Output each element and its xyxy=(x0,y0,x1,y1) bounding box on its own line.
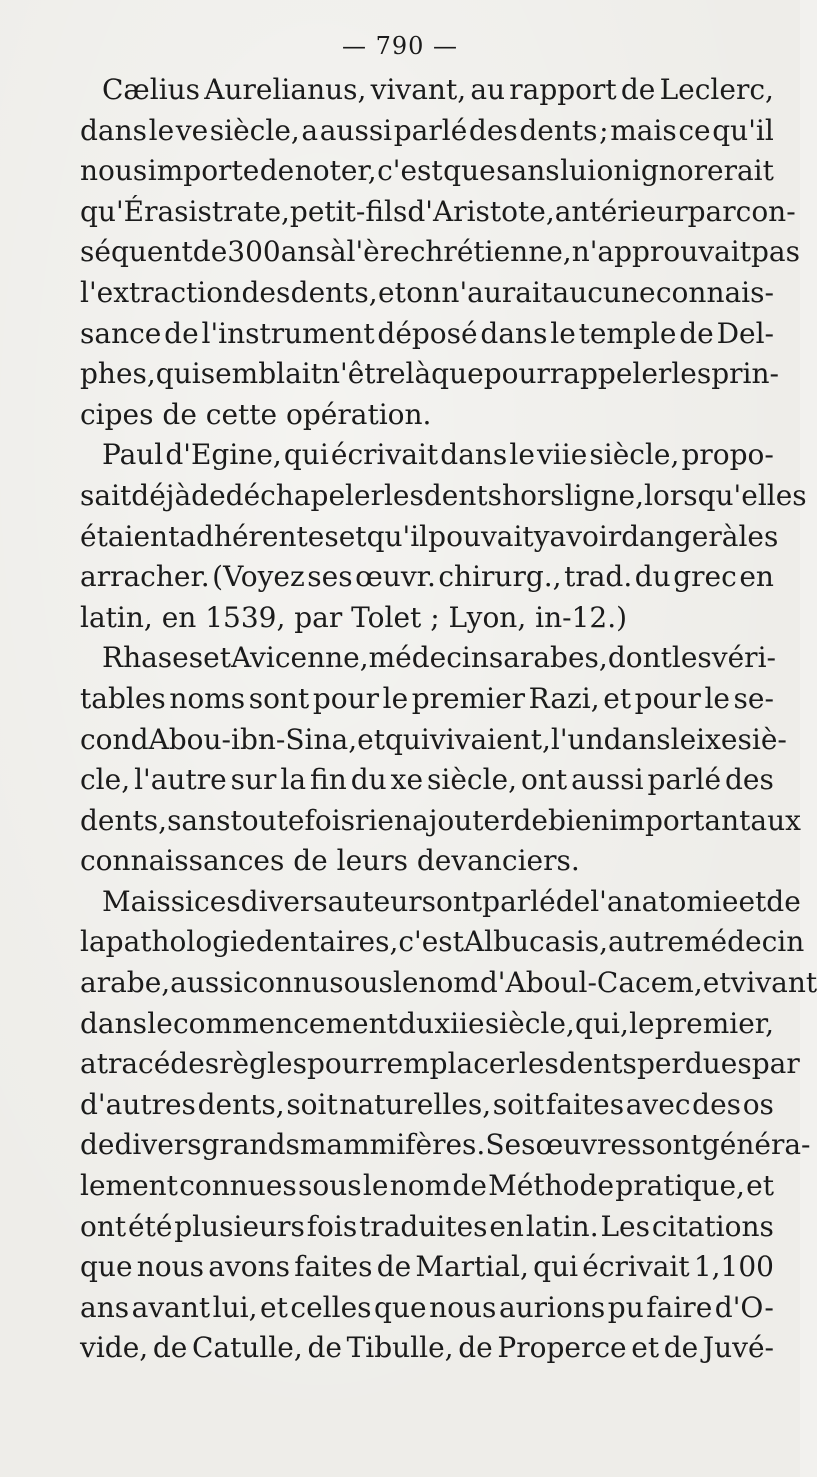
text-line: ans avant lui, et celles que nous aurions pu faire d'O- xyxy=(80,1290,774,1324)
text-line: lement connues sous le nom de Méthode pratique, et xyxy=(80,1169,774,1203)
text-line: phes, qui semblait n'être là que pour rappeler les prin- xyxy=(80,357,779,391)
text-line: arabe, aussi connu sous le nom d'Aboul-Cacem, et vivant xyxy=(80,966,817,1000)
text-line: sait déjà de déchapeler les dents hors ligne, lorsqu'elles xyxy=(80,478,807,512)
text-line: sance de l'instrument déposé dans le temple de Del- xyxy=(80,316,774,350)
text-line: qu'Érasistrate, petit-fils d'Aristote, antérieur par con- xyxy=(80,194,796,228)
text-line: dents, sans toutefois rien ajouter de bien important aux xyxy=(80,803,801,837)
text-line: cle, l'autre sur la fin du xe siècle, ont aussi parlé des xyxy=(80,763,774,797)
text-line: ont été plusieurs fois traduites en latin. Les citations xyxy=(80,1209,774,1243)
text-line: cond Abou-ibn-Sina, et qui vivaient, l'un dans le ixe siè- xyxy=(80,722,787,756)
text-line: l'extraction des dents, et on n'aurait aucune connais- xyxy=(80,275,774,309)
text-line: latin, en 1539, par Tolet ; Lyon, in-12.) xyxy=(80,600,628,634)
text-line: Paul d'Egine, qui écrivait dans le viie siècle, propo- xyxy=(102,438,774,472)
page-number: — 790 — xyxy=(341,32,459,60)
text-line: tables noms sont pour le premier Razi, et pour le se- xyxy=(80,681,774,715)
text-line: Rhases et Avicenne, médecins arabes, dont les véri- xyxy=(102,641,776,675)
text-line: séquent de 300 ans à l'ère chrétienne, n'approuvait pas xyxy=(80,235,800,269)
text-line: vide, de Catulle, de Tibulle, de Properce et de Juvé- xyxy=(80,1331,774,1365)
text-line: Mais si ces divers auteurs ont parlé de l'anatomie et de xyxy=(102,884,801,918)
text-line: étaient adhérentes et qu'il pouvait y avoir danger à les xyxy=(80,519,779,553)
text-line: nous importe de noter, c'est que sans lui on ignorerait xyxy=(80,154,774,188)
text-line: connaissances de leurs devanciers. xyxy=(80,844,580,878)
text-line: dans le ve siècle, a aussi parlé des dents ; mais ce qu'il xyxy=(80,113,774,147)
text-line: a tracé des règles pour remplacer les dents perdues par xyxy=(80,1047,800,1081)
text-line: dans le commencement du xiie siècle, qui, le premier, xyxy=(80,1006,774,1040)
text-line: la pathologie dentaires, c'est Albucasis, autre médecin xyxy=(80,925,805,959)
text-line: d'autres dents, soit naturelles, soit faites avec des os xyxy=(80,1087,774,1121)
text-line: arracher. (Voyez ses œuvr. chirurg., trad. du grec en xyxy=(80,560,774,594)
text-line: cipes de cette opération. xyxy=(80,397,432,431)
text-line: que nous avons faites de Martial, qui écrivait 1,100 xyxy=(80,1250,774,1284)
text-line: de divers grands mammifères. Ses œuvres sont généra- xyxy=(80,1128,811,1162)
body-text xyxy=(80,70,817,1369)
text-line: Cælius Aurelianus, vivant, au rapport de Leclerc, xyxy=(102,73,774,106)
